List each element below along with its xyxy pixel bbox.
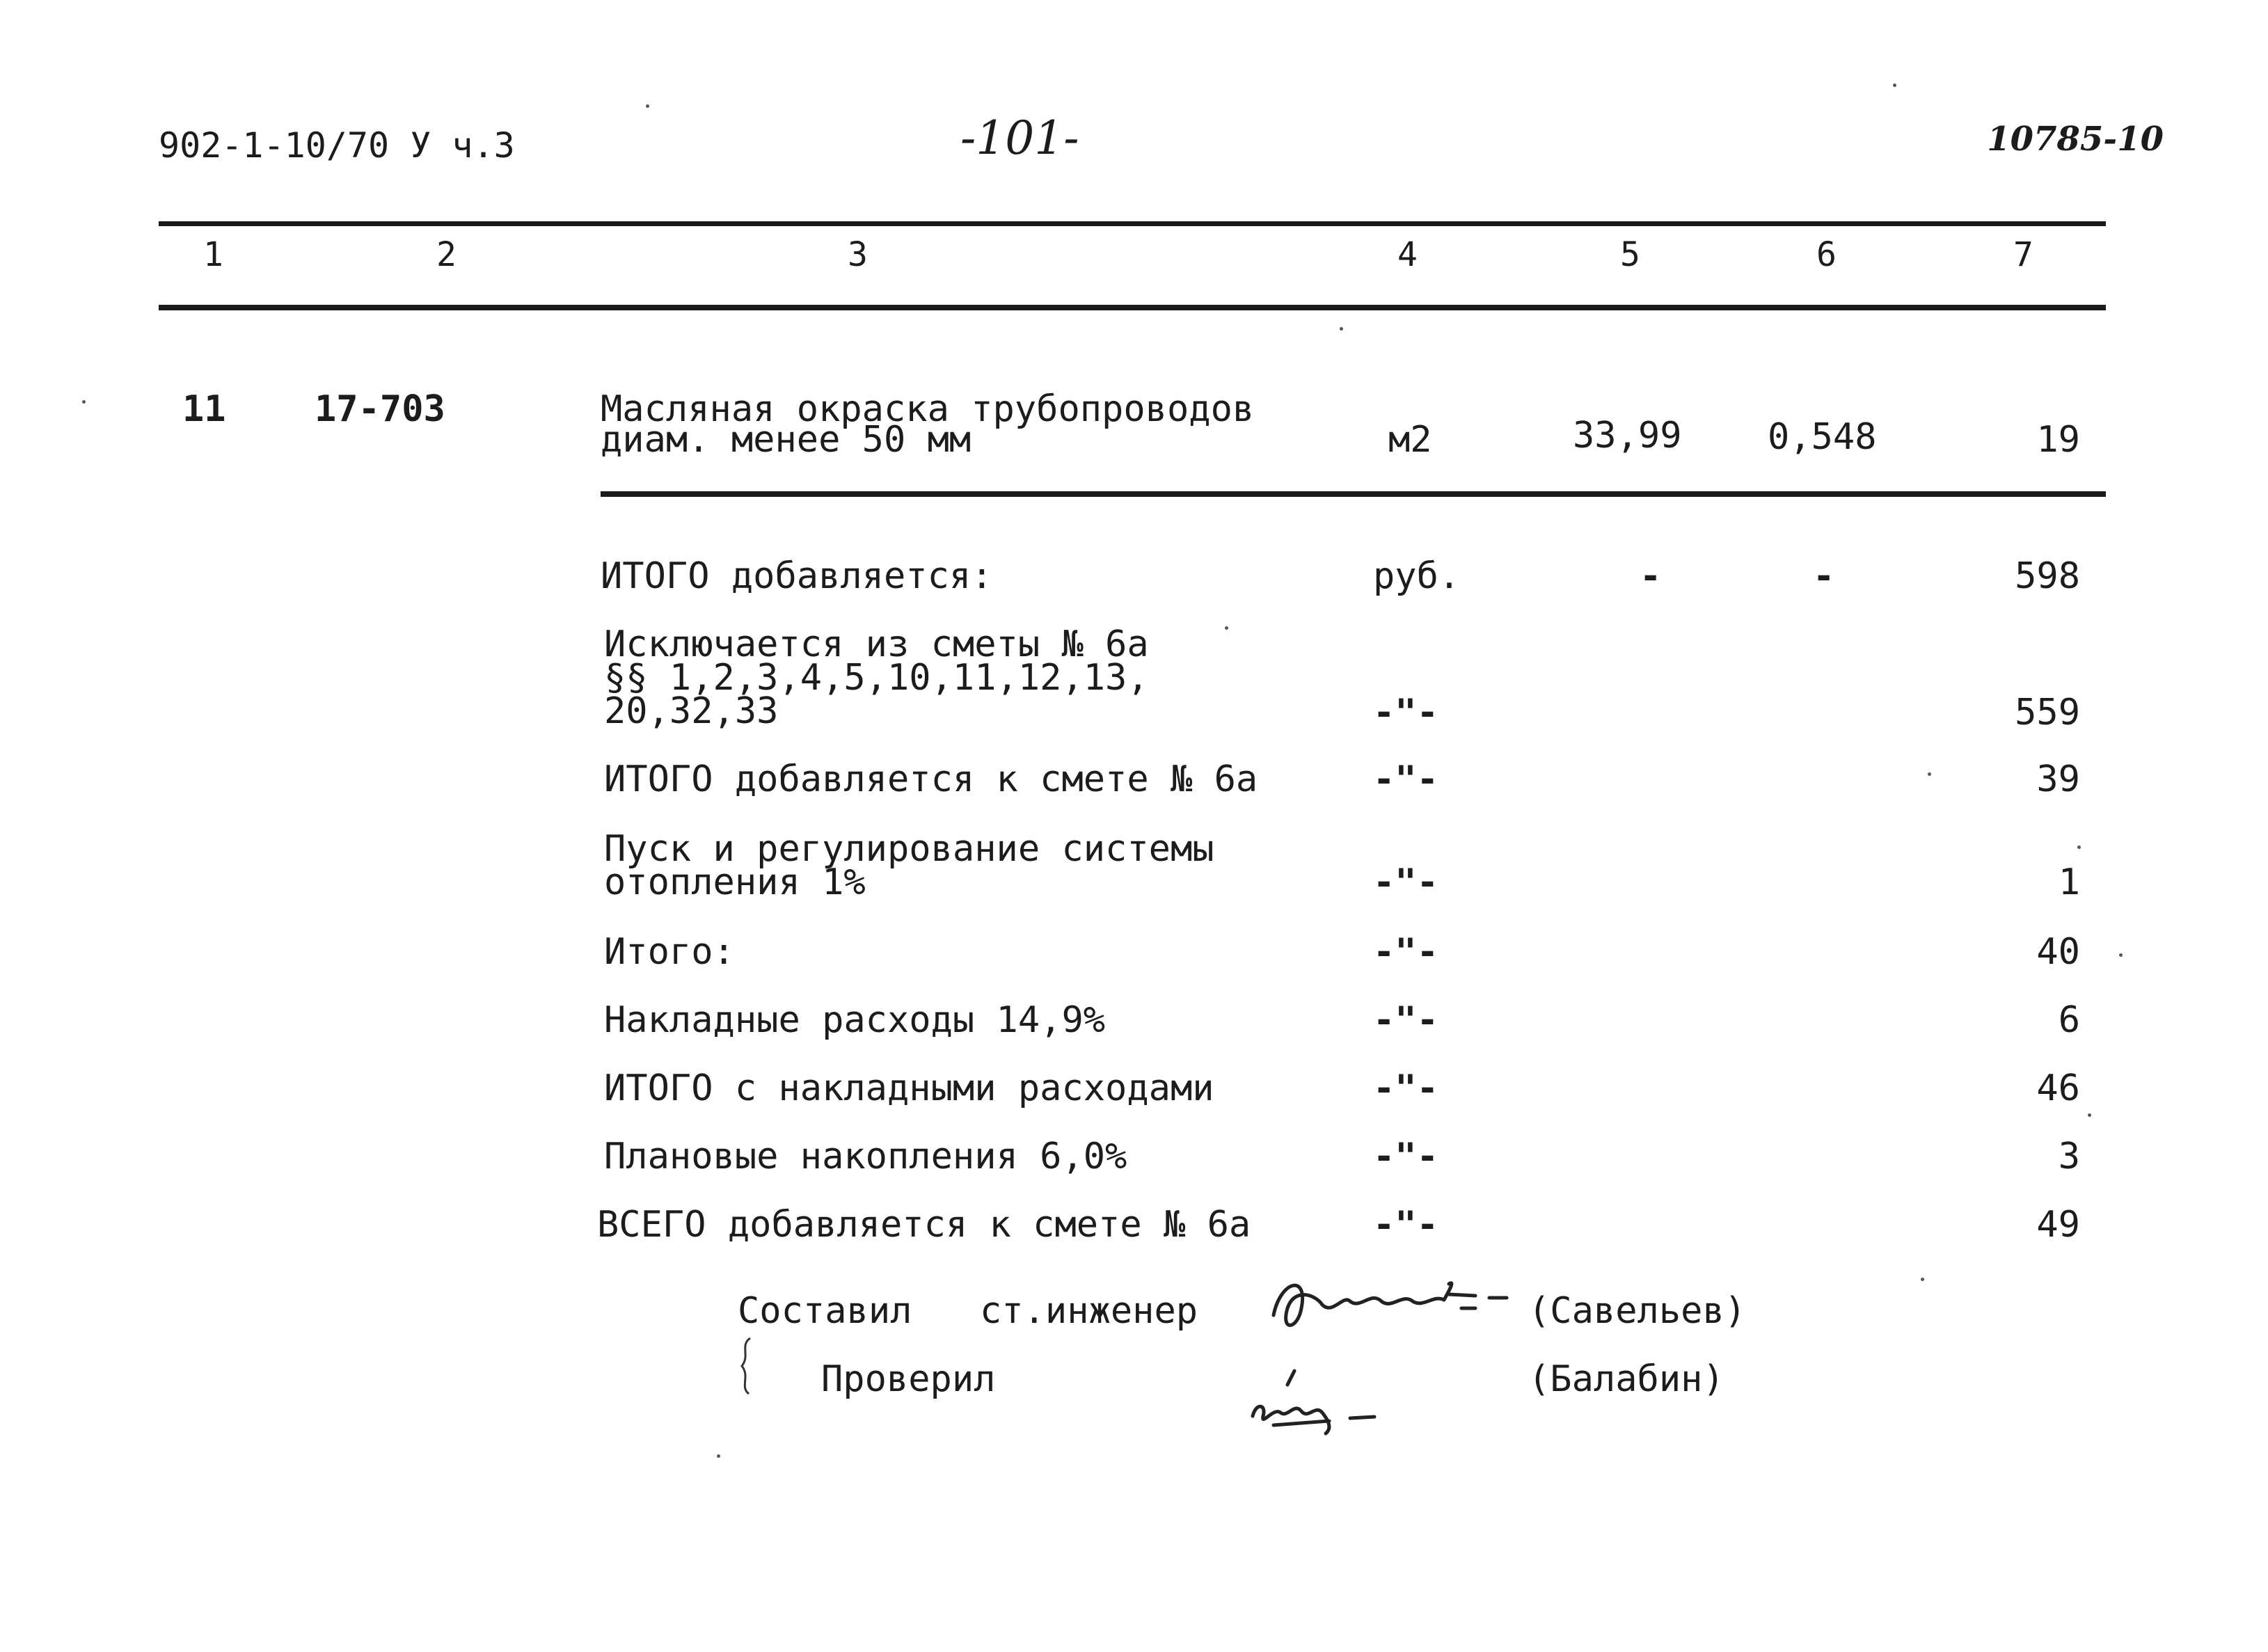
scan-speck xyxy=(2088,1113,2091,1117)
summary-row-9-unit: -"- xyxy=(1373,1204,1438,1246)
summary-row-6-label: Накладные расходы 14,9% xyxy=(604,999,1106,1041)
summary-row-3-unit: -"- xyxy=(1373,759,1438,800)
summary-row-5-unit: -"- xyxy=(1373,931,1438,973)
checked-by-label: Проверил xyxy=(821,1358,996,1400)
summary-row-1-unit: руб. xyxy=(1373,555,1461,597)
item-price: 0,548 xyxy=(1768,416,1877,458)
summary-row-7-total: 46 xyxy=(2036,1067,2080,1109)
item-underline-rule xyxy=(601,491,2106,497)
summary-row-2-label-line3: 20,32,33 xyxy=(604,690,779,732)
column-header-1: 1 xyxy=(203,235,223,274)
summary-row-8-unit: -"- xyxy=(1373,1136,1438,1177)
summary-row-9-label: ВСЕГО добавляется к смете № 6а xyxy=(597,1204,1251,1246)
summary-row-1-total: 598 xyxy=(2015,555,2080,597)
summary-row-7-label: ИТОГО с накладными расходами xyxy=(604,1067,1214,1109)
scan-speck xyxy=(1921,1278,1924,1281)
compiler-signature xyxy=(1267,1266,1517,1346)
scan-speck xyxy=(1928,772,1931,776)
summary-row-2-total: 559 xyxy=(2015,692,2080,733)
archive-number: 10785-10 xyxy=(1987,120,2164,159)
compiled-by-label: Составил xyxy=(738,1290,912,1332)
summary-row-6-unit: -"- xyxy=(1373,999,1438,1041)
page-number: -101- xyxy=(960,111,1079,165)
summary-row-1-col6: - xyxy=(1813,555,1835,597)
scan-speck xyxy=(2077,845,2081,849)
summary-row-4-total: 1 xyxy=(2058,861,2080,903)
table-header-rule xyxy=(159,305,2106,310)
item-number: 11 xyxy=(182,388,226,430)
scan-speck xyxy=(1340,327,1343,331)
summary-row-1-col5: - xyxy=(1640,555,1662,597)
summary-row-3-total: 39 xyxy=(2036,759,2080,800)
document-code: 902-1-10/70 У ч.3 xyxy=(159,125,515,166)
checker-signature xyxy=(1246,1364,1399,1443)
column-header-3: 3 xyxy=(848,235,868,274)
scan-speck xyxy=(2119,953,2123,957)
summary-row-7-unit: -"- xyxy=(1373,1067,1438,1109)
summary-row-9-total: 49 xyxy=(2036,1204,2080,1246)
column-header-6: 6 xyxy=(1816,235,1837,274)
summary-row-5-total: 40 xyxy=(2036,931,2080,973)
checker-name: (Балабин) xyxy=(1528,1358,1724,1400)
column-header-5: 5 xyxy=(1620,235,1640,274)
summary-row-6-total: 6 xyxy=(2058,999,2080,1041)
scan-speck xyxy=(1893,84,1896,87)
item-total: 19 xyxy=(2036,419,2080,461)
summary-row-8-total: 3 xyxy=(2058,1136,2080,1177)
scan-speck xyxy=(646,104,649,108)
summary-row-5-label: Итого: xyxy=(604,931,735,973)
scan-speck xyxy=(717,1454,720,1458)
column-header-4: 4 xyxy=(1397,235,1418,274)
summary-row-2-label-line2: §§ 1,2,3,4,5,10,11,12,13, xyxy=(604,657,1149,699)
summary-row-8-label: Плановые накопления 6,0% xyxy=(604,1136,1127,1177)
summary-row-4-label-line1: Пуск и регулирование системы xyxy=(604,828,1214,870)
table-top-rule xyxy=(159,221,2106,226)
summary-row-2-unit: -"- xyxy=(1373,692,1438,733)
compiled-by-position: ст.инженер xyxy=(980,1290,1198,1332)
summary-row-4-label-line2: отопления 1% xyxy=(604,861,866,903)
item-code: 17-703 xyxy=(315,388,445,430)
summary-row-1-label: ИТОГО добавляется: xyxy=(601,555,993,597)
scan-speck xyxy=(1225,626,1228,630)
summary-row-3-label: ИТОГО добавляется к смете № 6а xyxy=(604,759,1258,800)
item-description-line2: диам. менее 50 мм xyxy=(601,419,972,461)
item-description-line1: Масляная окраска трубопроводов xyxy=(601,388,1255,430)
column-header-2: 2 xyxy=(436,235,457,274)
compiler-name: (Савельев) xyxy=(1528,1290,1747,1332)
item-quantity: 33,99 xyxy=(1573,415,1682,456)
summary-row-2-label-line1: Исключается из сметы № 6а xyxy=(604,624,1149,665)
column-header-7: 7 xyxy=(2013,235,2033,274)
summary-row-4-unit: -"- xyxy=(1373,861,1438,903)
scan-speck xyxy=(82,400,86,404)
item-unit: м2 xyxy=(1388,419,1432,461)
bracket-mark xyxy=(736,1335,757,1400)
